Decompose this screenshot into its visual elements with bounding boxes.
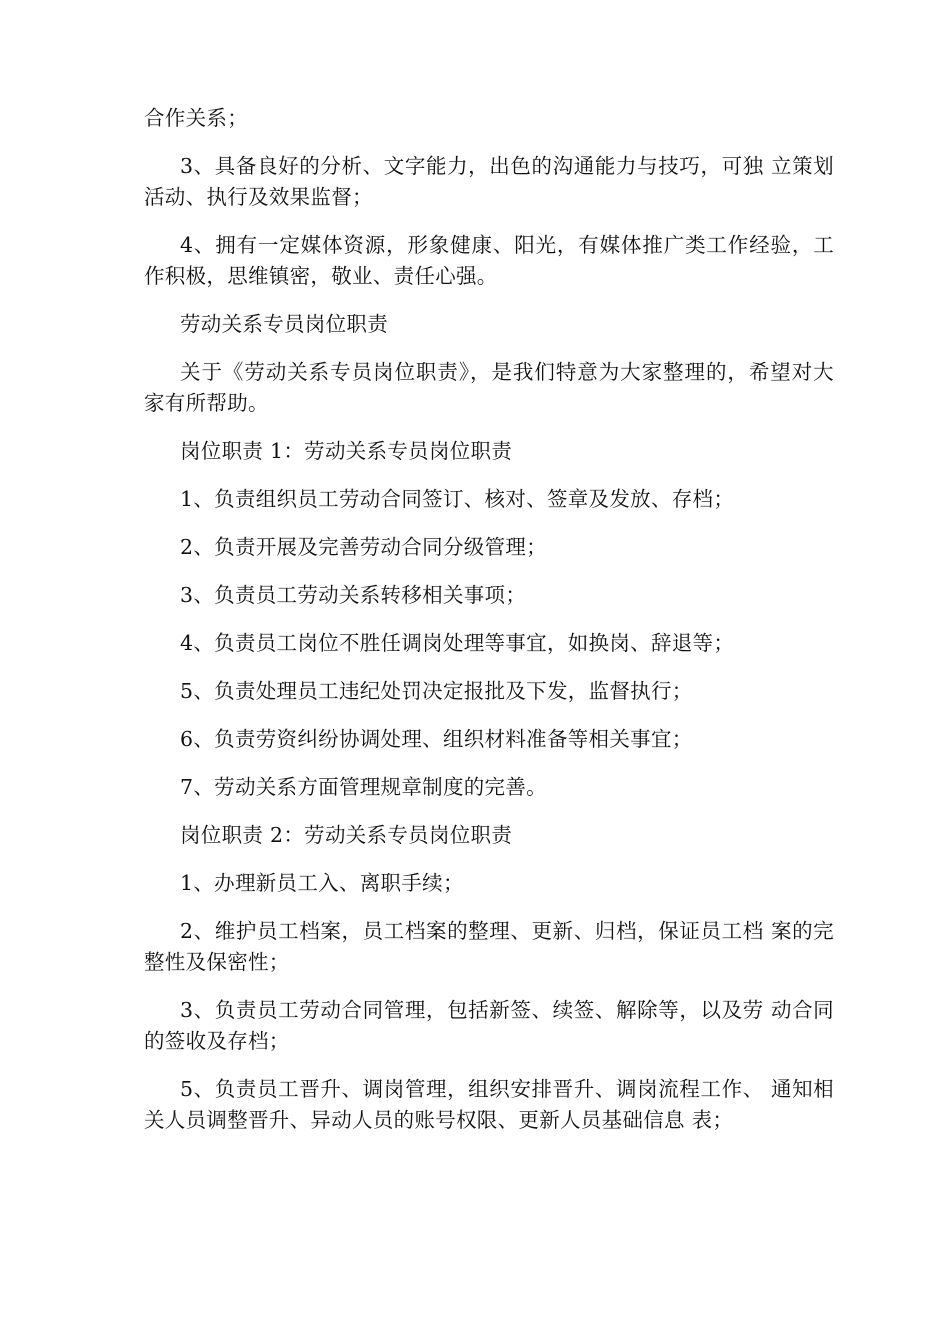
list-item: 7、劳动关系方面管理规章制度的完善。: [180, 775, 547, 799]
paragraph: 合作关系；: [144, 106, 248, 130]
list-item: 1、负责组织员工劳动合同签订、核对、签章及发放、存档；: [180, 487, 735, 511]
paragraph: 3、具备良好的分析、文字能力，出色的沟通能力与技巧，可独 立策划活动、执行及效果监督；: [144, 154, 834, 209]
paragraph: 4、拥有一定媒体资源，形象健康、阳光，有媒体推广类工作经验，工作积极，思维镇密，敬业、责任心强。: [144, 233, 834, 288]
section-heading: 劳动关系专员岗位职责: [180, 312, 388, 336]
section-heading: 岗位职责 2：劳动关系专员岗位职责: [180, 823, 513, 847]
list-item: 2、负责开展及完善劳动合同分级管理；: [180, 535, 547, 559]
list-item: 3、负责员工劳动关系转移相关事项；: [180, 583, 527, 607]
list-item: 2、维护员工档案，员工档案的整理、更新、归档，保证员工档 案的完整性及保密性；: [144, 919, 834, 974]
document-body: [144, 103, 834, 1153]
list-item: 3、负责员工劳动合同管理，包括新签、续签、解除等，以及劳 动合同的签收及存档；: [144, 998, 834, 1053]
list-item: 6、负责劳资纠纷协调处理、组织材料准备等相关事宜；: [180, 727, 693, 751]
list-item: 4、负责员工岗位不胜任调岗处理等事宜，如换岗、辞退等；: [180, 631, 735, 655]
list-item: 5、负责处理员工违纪处罚决定报批及下发，监督执行；: [180, 679, 693, 703]
list-item: 1、办理新员工入、离职手续；: [180, 871, 464, 895]
list-item: 5、负责员工晋升、调岗管理，组织安排晋升、调岗流程工作、 通知相关人员调整晋升、异动人员的账号权限、更新人员基础信息 表；: [144, 1077, 834, 1132]
section-heading: 岗位职责 1：劳动关系专员岗位职责: [180, 439, 513, 463]
paragraph: 关于《劳动关系专员岗位职责》，是我们特意为大家整理的，希望对大家有所帮助。: [144, 360, 834, 415]
